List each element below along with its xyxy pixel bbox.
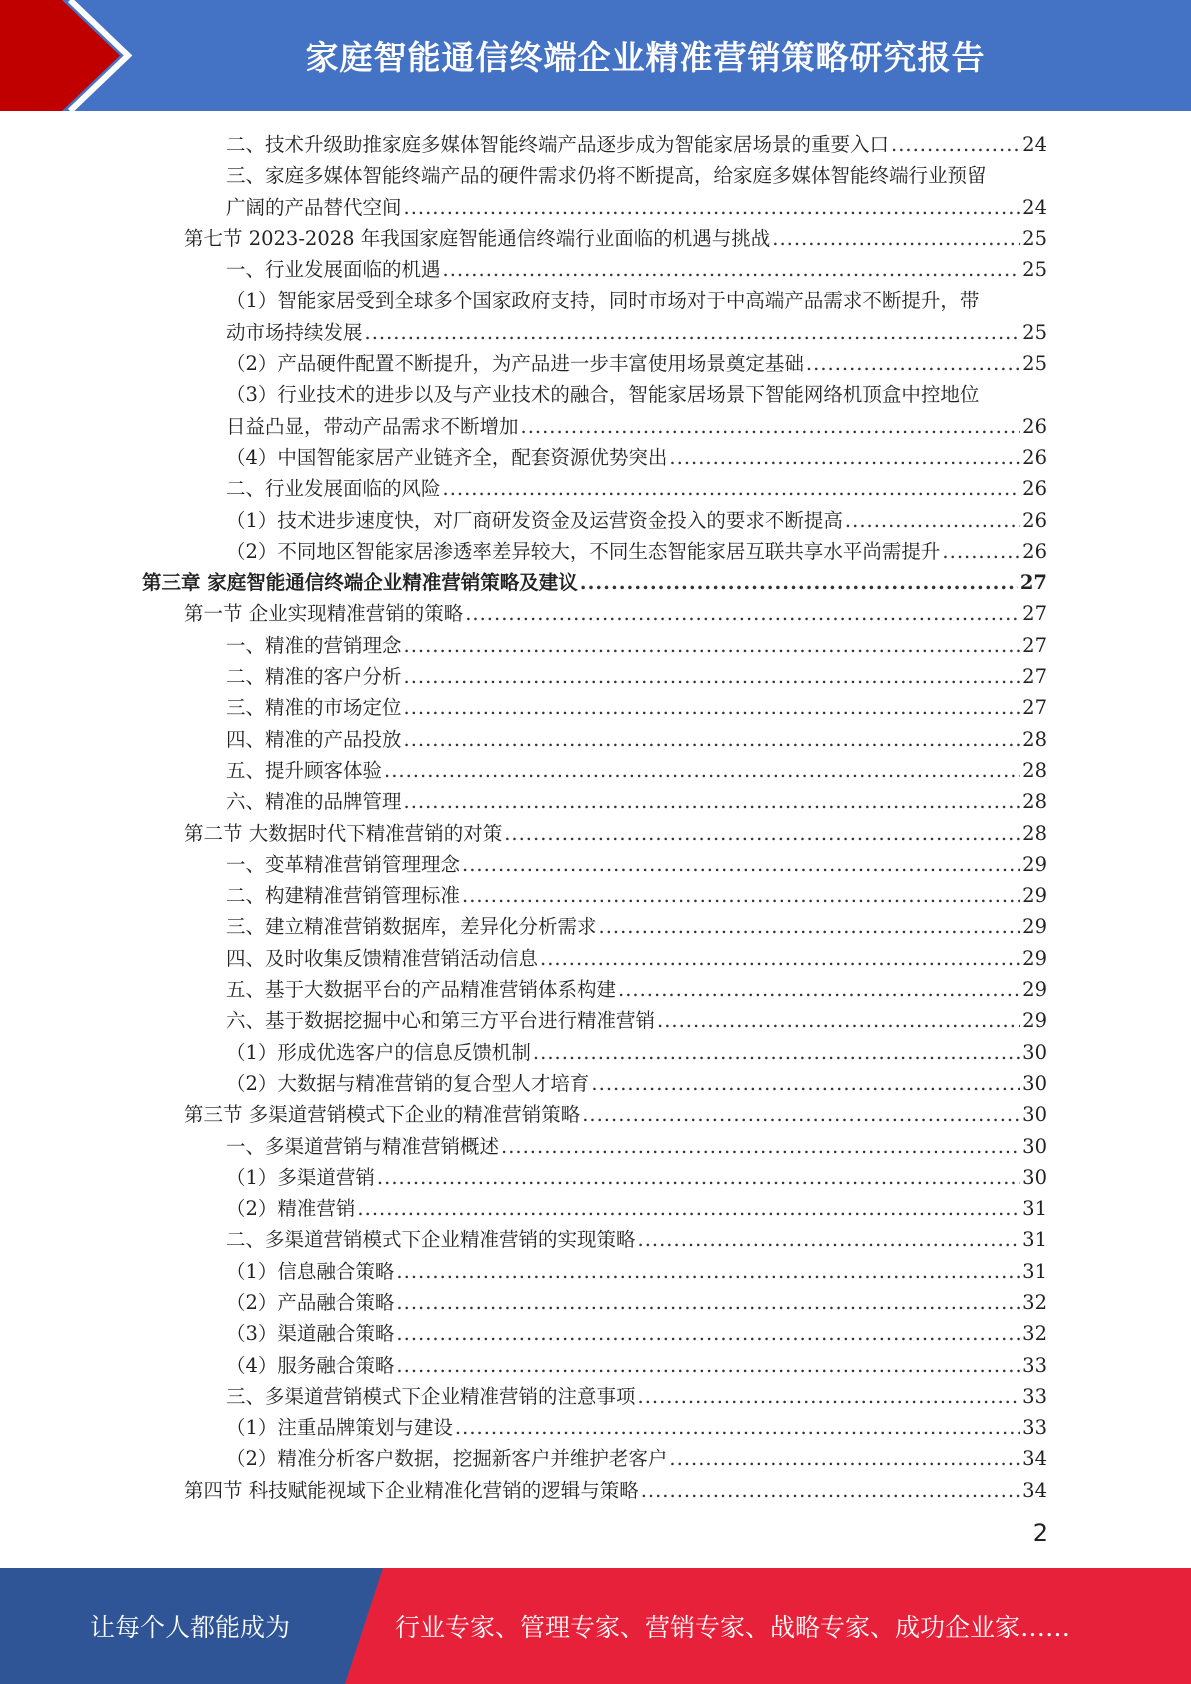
toc-entry-text: 三、家庭多媒体智能终端产品的硬件需求仍将不断提高，给家庭多媒体智能终端行业预留 [226, 164, 987, 188]
toc-page-number: 24 [1022, 195, 1047, 219]
toc-entry[interactable] [142, 1193, 1047, 1224]
dot-leader [657, 1005, 1020, 1036]
toc-entry-text: （2）不同地区智能家居渗透率差异较大，不同生态智能家居互联共享水平尚需提升 [226, 539, 941, 563]
dot-leader [942, 536, 1020, 567]
dot-leader [443, 254, 1021, 285]
toc-entry[interactable] [142, 1350, 1047, 1381]
toc-page-number: 24 [1022, 133, 1047, 156]
toc-entry[interactable] [142, 880, 1047, 911]
toc-entry[interactable] [142, 1287, 1047, 1318]
dot-leader [404, 630, 1021, 661]
dot-leader [396, 1287, 1020, 1318]
toc-entry[interactable] [142, 598, 1047, 629]
toc-entry-text: 日益凸显，带动产品需求不断增加 [226, 414, 519, 438]
toc-entry[interactable] [142, 974, 1047, 1005]
dot-leader [669, 442, 1020, 473]
toc-entry[interactable] [142, 1224, 1047, 1255]
toc-page-number: 28 [1022, 727, 1047, 751]
toc-page-number: 31 [1022, 1228, 1047, 1252]
toc-entry-text: 一、精准的营销理念 [226, 633, 402, 657]
dot-leader [396, 1318, 1020, 1349]
dot-leader [404, 724, 1021, 755]
footer-slogan-left: 让每个人都能成为 [89, 1613, 290, 1642]
toc-entry-text: 六、基于数据挖掘中心和第三方平台进行精准营销 [226, 1009, 656, 1033]
dot-leader [504, 818, 1020, 849]
toc-entry-text: （2）产品硬件配置不断提升，为产品进一步丰富使用场景奠定基础 [226, 352, 804, 376]
toc-entry[interactable] [142, 692, 1047, 723]
toc-entry[interactable] [142, 755, 1047, 786]
toc-entry-text: 四、及时收集反馈精准营销活动信息 [226, 946, 539, 970]
toc-entry[interactable] [142, 254, 1047, 285]
dot-leader [580, 567, 1018, 598]
toc-page-number: 28 [1022, 790, 1047, 814]
toc-entry-text: （2）大数据与精准营销的复合型人才培育 [226, 1071, 590, 1095]
toc-entry[interactable] [142, 348, 1047, 379]
toc-entry-text: （3）渠道融合策略 [226, 1322, 395, 1346]
table-of-contents [142, 129, 1047, 1506]
toc-entry[interactable] [142, 379, 1047, 442]
dot-leader [384, 755, 1020, 786]
toc-entry-text: 第一节 企业实现精准营销的策略 [184, 602, 464, 626]
toc-entry[interactable] [142, 505, 1047, 536]
toc-entry[interactable] [142, 818, 1047, 849]
toc-page-number: 27 [1019, 571, 1047, 595]
toc-entry[interactable] [142, 630, 1047, 661]
toc-page-number: 26 [1022, 477, 1047, 501]
toc-entry-text: 三、多渠道营销模式下企业精准营销的注意事项 [226, 1384, 636, 1408]
toc-page-number: 25 [1022, 226, 1047, 250]
dot-leader [501, 1131, 1020, 1162]
toc-page-number: 27 [1022, 665, 1047, 689]
toc-entry-text: （1）技术进步速度快，对厂商研发资金及运营资金投入的要求不断提高 [226, 508, 843, 532]
dot-leader [891, 129, 1020, 160]
dot-leader [365, 317, 1021, 348]
toc-entry-text: 三、建立精准营销数据库，差异化分析需求 [226, 915, 597, 939]
toc-page-number: 25 [1022, 320, 1047, 344]
dot-leader [404, 192, 1021, 223]
toc-page-number: 27 [1022, 696, 1047, 720]
toc-page-number: 27 [1022, 633, 1047, 657]
page-footer [0, 1568, 1191, 1684]
toc-page-number: 33 [1022, 1384, 1047, 1408]
toc-entry-text: 二、精准的客户分析 [226, 665, 402, 689]
dot-leader [540, 943, 1020, 974]
toc-entry-text: 四、精准的产品投放 [226, 727, 402, 751]
toc-entry[interactable] [142, 1037, 1047, 1068]
toc-page-number: 29 [1022, 946, 1047, 970]
dot-leader [638, 1224, 1021, 1255]
toc-entry[interactable] [142, 160, 1047, 223]
dot-leader [404, 661, 1021, 692]
toc-entry-text: 五、提升顾客体验 [226, 758, 383, 782]
dot-leader [806, 348, 1020, 379]
toc-entry[interactable] [142, 1131, 1047, 1162]
toc-page-number: 29 [1022, 915, 1047, 939]
toc-page-number: 30 [1022, 1071, 1047, 1095]
toc-page-number: 33 [1022, 1353, 1047, 1377]
toc-entry[interactable] [142, 1256, 1047, 1287]
dot-leader [638, 1381, 1021, 1412]
dot-leader [618, 974, 1020, 1005]
toc-page-number: 29 [1022, 978, 1047, 1002]
toc-page-number: 26 [1022, 414, 1047, 438]
footer-slogan-right: 行业专家、管理专家、营销专家、战略专家、成功企业家…… [395, 1613, 1071, 1642]
toc-entry-text: 一、多渠道营销与精准营销概述 [226, 1134, 500, 1158]
toc-entry[interactable] [142, 943, 1047, 974]
toc-entry[interactable] [142, 724, 1047, 755]
toc-page-number: 31 [1022, 1259, 1047, 1283]
toc-entry[interactable] [142, 849, 1047, 880]
toc-entry[interactable] [142, 285, 1047, 348]
toc-entry[interactable] [142, 786, 1047, 817]
report-title: 家庭智能通信终端企业精准营销策略研究报告 [305, 38, 986, 77]
toc-page-number: 26 [1022, 539, 1047, 563]
dot-leader [591, 1068, 1020, 1099]
toc-entry-text: 第二节 大数据时代下精准营销的对策 [184, 821, 503, 845]
toc-page-number: 30 [1022, 1040, 1047, 1064]
toc-entry-text: （1）信息融合策略 [226, 1259, 395, 1283]
toc-entry[interactable] [142, 1318, 1047, 1349]
toc-page-number: 29 [1022, 884, 1047, 908]
toc-page-number: 34 [1022, 1478, 1047, 1502]
toc-entry-text: 二、多渠道营销模式下企业精准营销的实现策略 [226, 1228, 636, 1252]
dot-leader [669, 1443, 1020, 1474]
dot-leader [443, 473, 1021, 504]
red-arrow-decoration [0, 0, 160, 111]
toc-entry-text: （1）形成优选客户的信息反馈机制 [226, 1040, 531, 1064]
toc-entry-text: 动市场持续发展 [226, 320, 363, 344]
toc-entry-text: （4）中国智能家居产业链齐全，配套资源优势突出 [226, 445, 668, 469]
toc-entry[interactable] [142, 1099, 1047, 1130]
toc-page-number: 26 [1022, 508, 1047, 532]
toc-entry-text: （1）智能家居受到全球多个国家政府支持，同时市场对于中高端产品需求不断提升，带 [226, 289, 980, 313]
dot-leader [455, 1412, 1020, 1443]
toc-entry-text: 第四节 科技赋能视域下企业精准化营销的逻辑与策略 [184, 1478, 639, 1502]
dot-leader [845, 505, 1020, 536]
dot-leader [465, 598, 1020, 629]
toc-entry-text: 二、行业发展面临的风险 [226, 477, 441, 501]
dot-leader [772, 223, 1020, 254]
toc-page-number: 31 [1022, 1197, 1047, 1221]
toc-entry[interactable] [142, 1475, 1047, 1506]
toc-page-number: 30 [1022, 1165, 1047, 1189]
toc-entry-text: 一、变革精准营销管理理念 [226, 852, 461, 876]
toc-page-number: 29 [1022, 852, 1047, 876]
toc-page-number: 30 [1022, 1103, 1047, 1127]
toc-page-number: 26 [1022, 445, 1047, 469]
toc-entry-text: 二、技术升级助推家庭多媒体智能终端产品逐步成为智能家居场景的重要入口 [226, 133, 890, 156]
toc-page-number: 32 [1022, 1290, 1047, 1314]
toc-entry-text: 广阔的产品替代空间 [226, 195, 402, 219]
toc-entry[interactable] [142, 1005, 1047, 1036]
toc-entry[interactable] [142, 1412, 1047, 1443]
toc-entry-text: （2）精准分析客户数据，挖掘新客户并维护老客户 [226, 1447, 668, 1471]
toc-page-number: 32 [1022, 1322, 1047, 1346]
toc-entry[interactable] [142, 1381, 1047, 1412]
toc-entry-text: 六、精准的品牌管理 [226, 790, 402, 814]
dot-leader [533, 1037, 1020, 1068]
toc-entry[interactable] [142, 129, 1047, 160]
toc-entry-text: 第三节 多渠道营销模式下企业的精准营销策略 [184, 1103, 581, 1127]
toc-entry-text: （3）行业技术的进步以及与产业技术的融合，智能家居场景下智能网络机顶盒中控地位 [226, 383, 980, 407]
dot-leader [462, 849, 1020, 880]
toc-entry-text: 二、构建精准营销管理标准 [226, 884, 461, 908]
toc-entry[interactable] [142, 1068, 1047, 1099]
dot-leader [599, 911, 1021, 942]
toc-entry[interactable] [142, 473, 1047, 504]
dot-leader [641, 1475, 1020, 1506]
toc-entry-text: 第三章 家庭智能通信终端企业精准营销策略及建议 [142, 571, 578, 595]
dot-leader [377, 1162, 1020, 1193]
toc-page-number: 28 [1022, 758, 1047, 782]
toc-entry-text: 第七节 2023-2028 年我国家庭智能通信终端行业面临的机遇与挑战 [184, 226, 771, 250]
toc-entry-text: 三、精准的市场定位 [226, 696, 402, 720]
toc-entry[interactable] [142, 661, 1047, 692]
dot-leader [582, 1099, 1020, 1130]
toc-page-number: 29 [1022, 1009, 1047, 1033]
dot-leader [404, 786, 1021, 817]
page-number: 2 [1032, 1519, 1048, 1547]
toc-entry-text: （1）注重品牌策划与建设 [226, 1416, 453, 1440]
toc-entry-text: （1）多渠道营销 [226, 1165, 375, 1189]
dot-leader [521, 411, 1021, 442]
dot-leader [396, 1256, 1020, 1287]
toc-page-number: 33 [1022, 1416, 1047, 1440]
dot-leader [396, 1350, 1020, 1381]
toc-entry[interactable] [142, 223, 1047, 254]
dot-leader [404, 692, 1021, 723]
dot-leader [357, 1193, 1020, 1224]
toc-entry[interactable] [142, 536, 1047, 567]
toc-entry[interactable] [142, 1162, 1047, 1193]
toc-entry[interactable] [142, 911, 1047, 942]
toc-page-number: 30 [1022, 1134, 1047, 1158]
toc-entry-text: 一、行业发展面临的机遇 [226, 258, 441, 282]
page-header [0, 0, 1191, 111]
toc-page-number: 27 [1022, 602, 1047, 626]
toc-page-number: 34 [1022, 1447, 1047, 1471]
toc-entry[interactable] [142, 1443, 1047, 1474]
toc-entry-text: （2）精准营销 [226, 1197, 356, 1221]
toc-entry[interactable] [142, 442, 1047, 473]
toc-entry-text: 五、基于大数据平台的产品精准营销体系构建 [226, 978, 617, 1002]
toc-page-number: 28 [1022, 821, 1047, 845]
toc-page-number: 25 [1022, 258, 1047, 282]
dot-leader [462, 880, 1020, 911]
toc-entry-text: （4）服务融合策略 [226, 1353, 395, 1377]
toc-entry[interactable] [142, 567, 1047, 598]
toc-page-number: 25 [1022, 352, 1047, 376]
toc-entry-text: （2）产品融合策略 [226, 1290, 395, 1314]
